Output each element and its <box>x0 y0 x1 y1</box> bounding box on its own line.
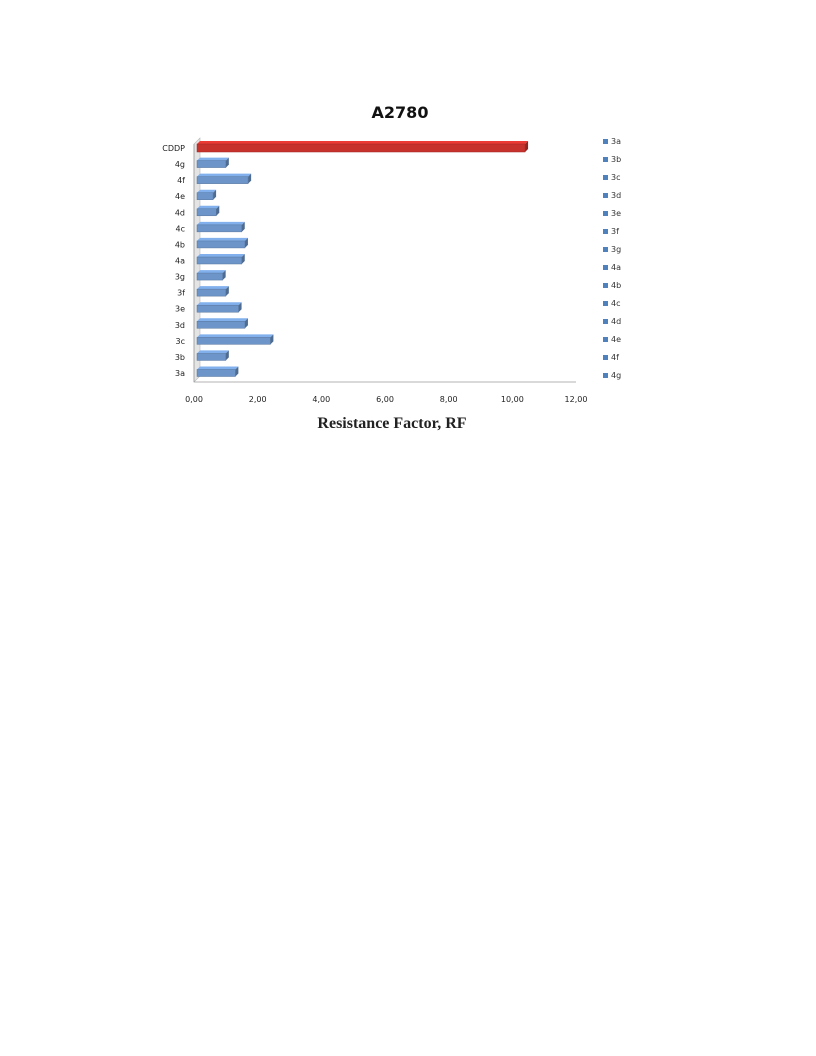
bar-top-face <box>197 174 251 177</box>
bar-front-face <box>197 144 525 152</box>
legend-swatch <box>603 139 608 144</box>
bar-3c <box>197 334 273 344</box>
bar-front-face <box>197 225 242 232</box>
y-tick-label: 4d <box>174 208 185 218</box>
legend-item-4d <box>603 317 621 326</box>
x-tick-label: 6,00 <box>376 395 394 404</box>
bar-4c <box>197 222 245 232</box>
bar-3e <box>197 302 242 312</box>
bar-front-face <box>197 209 216 216</box>
bar-top-face <box>197 302 242 305</box>
legend-swatch <box>603 337 608 342</box>
bar-top-face <box>197 190 216 193</box>
chart-title: A2780 <box>371 103 429 122</box>
legend-label: 3f <box>611 227 619 236</box>
bar-front-face <box>197 353 226 360</box>
x-tick-label: 4,00 <box>312 395 331 404</box>
bar-top-face <box>197 286 229 289</box>
y-tick-label: 4b <box>174 240 185 250</box>
y-tick-label: 3d <box>174 320 185 330</box>
plot-area <box>194 138 576 382</box>
y-tick-label: 3a <box>175 369 185 378</box>
bar-4b <box>197 238 248 248</box>
bar-front-face <box>197 337 270 344</box>
bar-top-face <box>197 254 245 257</box>
bar-top-face <box>197 350 229 353</box>
bar-4f <box>197 174 251 184</box>
x-tick-labels <box>185 395 587 404</box>
bar-top-face <box>197 206 219 209</box>
legend-swatch <box>603 373 608 378</box>
y-tick-label: 4c <box>175 224 185 234</box>
legend-swatch <box>603 211 608 216</box>
bar-top-face <box>197 318 248 321</box>
bar-front-face <box>197 273 223 280</box>
y-tick-labels <box>162 144 185 378</box>
legend-item-3d <box>603 191 621 200</box>
y-tick-label: 4a <box>175 256 185 266</box>
bar-front-face <box>197 161 226 168</box>
legend-swatch <box>603 319 608 324</box>
bars-group <box>197 141 528 377</box>
bar-front-face <box>197 321 245 328</box>
legend-item-3b <box>603 155 621 164</box>
bar-4e <box>197 190 216 200</box>
x-tick-label: 2,00 <box>248 395 267 404</box>
legend-item-4e <box>603 335 621 344</box>
bar-top-face <box>197 238 248 241</box>
y-tick-label: 3b <box>174 352 185 362</box>
legend-label: 4d <box>611 317 622 326</box>
bar-top-face <box>197 270 226 273</box>
legend <box>603 137 621 380</box>
y-tick-label: 3f <box>177 288 185 298</box>
legend-label: 4g <box>611 371 622 380</box>
legend-item-4a <box>603 263 621 272</box>
legend-item-4c <box>603 299 621 308</box>
x-axis-label: Resistance Factor, RF <box>317 415 467 432</box>
bar-3a <box>197 367 238 377</box>
bar-top-face <box>197 222 245 225</box>
legend-swatch <box>603 247 608 252</box>
legend-swatch <box>603 283 608 288</box>
y-tick-label: 4e <box>174 192 185 202</box>
y-tick-label: 4f <box>177 176 185 186</box>
legend-label: 3c <box>611 173 621 182</box>
legend-label: 3b <box>611 155 622 164</box>
legend-item-3c <box>603 173 621 182</box>
x-tick-label: 0,00 <box>185 395 203 404</box>
bar-CDDP <box>197 141 528 152</box>
legend-label: 3e <box>611 209 622 218</box>
legend-swatch <box>603 265 608 270</box>
bar-4a <box>197 254 245 264</box>
bar-front-face <box>197 370 235 377</box>
bar-front-face <box>197 193 213 200</box>
bar-top-face <box>197 367 238 370</box>
legend-item-3a <box>603 137 621 146</box>
y-tick-label: CDDP <box>162 144 185 153</box>
legend-swatch <box>603 229 608 234</box>
legend-item-3g <box>603 245 621 254</box>
y-tick-label: 4g <box>174 160 185 170</box>
legend-label: 3a <box>611 137 621 146</box>
legend-swatch <box>603 193 608 198</box>
legend-item-4b <box>603 281 621 290</box>
bar-front-face <box>197 257 242 264</box>
legend-swatch <box>603 301 608 306</box>
bar-3d <box>197 318 248 328</box>
bar-3g <box>197 270 226 280</box>
x-tick-label: 8,00 <box>439 395 458 404</box>
legend-label: 4c <box>611 299 621 308</box>
bar-front-face <box>197 289 226 296</box>
bar-4d <box>197 206 219 216</box>
legend-swatch <box>603 355 608 360</box>
legend-label: 4e <box>611 335 622 344</box>
legend-item-4g <box>603 371 621 380</box>
legend-label: 3g <box>611 245 622 254</box>
x-tick-label: 12,00 <box>564 395 588 404</box>
bar-front-face <box>197 177 248 184</box>
legend-item-3e <box>603 209 621 218</box>
bar-3f <box>197 286 229 296</box>
legend-swatch <box>603 175 608 180</box>
y-tick-label: 3g <box>174 272 185 282</box>
legend-label: 4a <box>611 263 621 272</box>
bar-3b <box>197 350 229 360</box>
bar-front-face <box>197 305 239 312</box>
bar-top-face <box>197 141 528 144</box>
legend-label: 4b <box>611 281 622 290</box>
legend-item-3f <box>603 227 619 236</box>
legend-label: 3d <box>611 191 622 200</box>
legend-item-4f <box>603 353 619 362</box>
y-tick-label: 3c <box>175 336 185 346</box>
bar-4g <box>197 158 229 168</box>
x-tick-label: 10,00 <box>500 395 524 404</box>
y-tick-label: 3e <box>174 304 185 314</box>
bar-top-face <box>197 158 229 161</box>
legend-swatch <box>603 157 608 162</box>
bar-top-face <box>197 334 273 337</box>
bar-front-face <box>197 241 245 248</box>
legend-label: 4f <box>611 353 619 362</box>
